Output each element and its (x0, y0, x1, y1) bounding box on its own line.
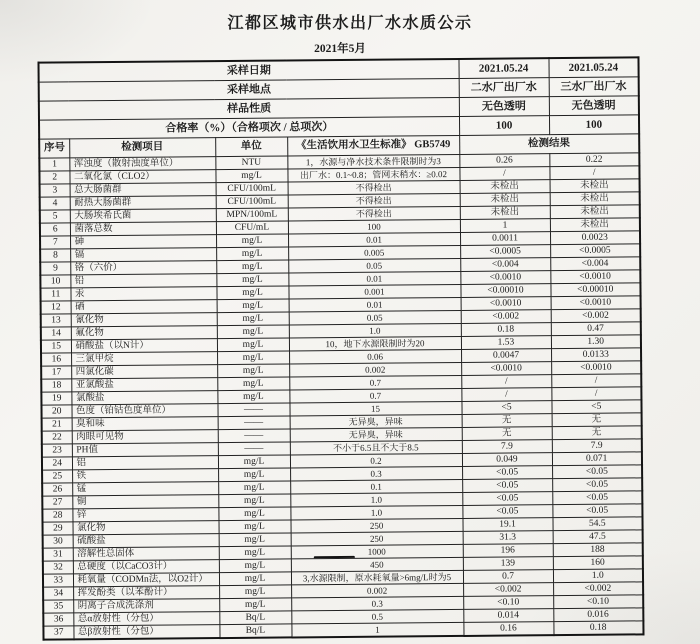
cell-unit: mg/L (219, 585, 291, 599)
cell-item: 挥发酚类（以苯酚计） (73, 586, 219, 600)
cell-seq: 20 (41, 405, 71, 418)
cell-item: 菌落总数 (70, 222, 216, 236)
cell-item: 汞 (70, 287, 216, 301)
cell-item: 二氧化氯（CLO2） (69, 170, 215, 184)
cell-unit: mg/L (216, 273, 288, 287)
cell-result-plant3: 0.47 (551, 322, 641, 336)
cell-item: 锰 (72, 482, 218, 496)
column-header-item: 检测项目 (69, 138, 215, 158)
cell-result-plant2: 未检出 (460, 206, 550, 220)
cell-seq: 9 (40, 262, 70, 275)
cell-unit: mg/L (218, 494, 290, 508)
cell-item: 铜 (72, 495, 218, 509)
cell-item: 铝 (72, 456, 218, 470)
cell-unit: mg/L (219, 572, 291, 586)
sampling-location-plant2: 二水厂出厂水 (459, 78, 549, 98)
cell-seq: 31 (43, 548, 73, 561)
info-label-sampling-location: 采样地点 (39, 78, 459, 101)
cell-seq: 37 (43, 626, 73, 640)
cell-result-plant3: 0.0023 (550, 231, 640, 245)
cell-result-plant2: / (461, 388, 551, 402)
cell-standard: 0.002 (289, 362, 461, 377)
cell-standard: 1.0 (289, 323, 461, 338)
cell-item: 硒 (71, 300, 217, 314)
cell-item: 色度（铂钴色度单位） (71, 404, 217, 418)
cell-result-plant2: 1 (460, 219, 550, 233)
cell-item: 总β放射性（分包） (73, 625, 219, 640)
cell-seq: 34 (43, 587, 73, 600)
cell-result-plant2: <0.0005 (460, 245, 550, 259)
water-quality-table (37, 56, 644, 640)
cell-item: 总大肠菌群 (70, 183, 216, 197)
cell-result-plant3: 1.0 (553, 569, 643, 583)
cell-unit: MPN/100mL (216, 208, 288, 222)
cell-standard: 1 (291, 622, 463, 637)
cell-standard: 450 (291, 557, 463, 572)
column-header-seq: 序号 (39, 139, 69, 158)
cell-unit: —— (217, 403, 289, 417)
cell-seq: 6 (40, 223, 70, 236)
cell-seq: 15 (41, 340, 71, 353)
cell-unit: Bq/L (219, 611, 291, 625)
cell-item: 肉眼可见物 (72, 430, 218, 444)
cell-standard: 10，地下水源限制时为20 (289, 336, 461, 351)
cell-item: 铬（六价） (70, 261, 216, 275)
cell-seq: 24 (42, 457, 72, 470)
cell-standard: 0.01 (288, 271, 460, 286)
cell-unit: mg/L (218, 455, 290, 469)
cell-standard: 100 (288, 219, 460, 234)
cell-result-plant3: 0.016 (553, 608, 643, 622)
cell-standard: 出厂水：0.1~0.8；管网末稍水：≥0.02 (287, 167, 459, 182)
cell-item: 浑浊度（散射浊度单位） (69, 157, 215, 171)
cell-standard: 0.7 (289, 388, 461, 403)
cell-unit: —— (218, 429, 290, 443)
cell-result-plant2: <0.0010 (461, 297, 551, 311)
cell-seq: 7 (40, 236, 70, 249)
cell-result-plant3: <0.002 (551, 309, 641, 323)
cell-standard: 0.06 (289, 349, 461, 364)
cell-item: 镉 (70, 248, 216, 262)
cell-item: 砷 (70, 235, 216, 249)
cell-unit: mg/L (217, 325, 289, 339)
cell-result-plant2: / (461, 375, 551, 389)
cell-standard: 0.005 (288, 245, 460, 260)
cell-unit: Bq/L (219, 624, 291, 638)
cell-standard: 0.3 (291, 596, 463, 611)
cell-unit: CFU/100mL (216, 195, 288, 209)
pass-rate-plant3: 100 (549, 115, 639, 135)
cell-unit: mg/L (217, 377, 289, 391)
cell-standard: 0.7 (289, 375, 461, 390)
cell-item: 总α放射性（分包） (73, 612, 219, 626)
cell-item: 四氯化碳 (71, 365, 217, 379)
cell-result-plant3: <0.0010 (551, 296, 641, 310)
cell-seq: 13 (41, 314, 71, 327)
cell-unit: mg/L (218, 468, 290, 482)
cell-seq: 10 (40, 275, 70, 288)
cell-result-plant3: / (551, 374, 641, 388)
cell-seq: 17 (41, 366, 71, 379)
cell-item: 亚氯酸盐 (71, 378, 217, 392)
sampling-location-plant3: 三水厂出厂水 (549, 77, 639, 97)
cell-seq: 4 (40, 197, 70, 210)
cell-result-plant2: 无 (462, 427, 552, 441)
cell-item: 臭和味 (72, 417, 218, 431)
cell-seq: 22 (42, 431, 72, 444)
cell-result-plant3: <0.05 (552, 491, 642, 505)
cell-standard: 1.0 (290, 492, 462, 507)
cell-item: 铅 (70, 274, 216, 288)
cell-result-plant2: 31.3 (463, 531, 553, 545)
cell-seq: 18 (41, 379, 71, 392)
cell-result-plant2: 无 (462, 414, 552, 428)
cell-item: 总硬度（以CaCO3计） (73, 560, 219, 574)
cell-result-plant3: / (551, 387, 641, 401)
cell-result-plant2: <0.002 (461, 310, 551, 324)
cell-standard: 0.01 (288, 232, 460, 247)
cell-item: PH值 (72, 443, 218, 457)
cell-standard: 15 (289, 401, 461, 416)
cell-unit: mg/L (215, 169, 287, 183)
cell-result-plant2: <0.10 (463, 596, 553, 610)
cell-result-plant3: 188 (553, 543, 643, 557)
cell-seq: 28 (42, 509, 72, 522)
cell-item: 耐热大肠菌群 (70, 196, 216, 210)
cell-seq: 5 (40, 210, 70, 223)
cell-standard: 0.01 (289, 297, 461, 312)
cell-seq: 14 (41, 327, 71, 340)
cell-standard: 0.05 (288, 258, 460, 273)
cell-result-plant2: <0.05 (462, 466, 552, 480)
cell-item: 硫酸盐 (73, 534, 219, 548)
column-header-standard: 《生活饮用水卫生标准》 GB5749 (287, 135, 459, 156)
cell-unit: mg/L (219, 598, 291, 612)
page-title: 江都区城市供水出厂水水质公示 (227, 15, 473, 32)
cell-result-plant2: 19.1 (462, 518, 552, 532)
cell-result-plant2: 0.0047 (461, 349, 551, 363)
cell-unit: mg/L (217, 312, 289, 326)
cell-item: 铁 (72, 469, 218, 483)
cell-item: 氟化物 (71, 326, 217, 340)
cell-result-plant2: <0.05 (462, 479, 552, 493)
cell-unit: mg/L (217, 364, 289, 378)
cell-standard: 0.001 (288, 284, 460, 299)
cell-seq: 29 (43, 522, 73, 535)
cell-result-plant2: / (459, 167, 549, 181)
cell-unit: —— (218, 416, 290, 430)
cell-result-plant3: <0.002 (553, 582, 643, 596)
cell-seq: 26 (42, 483, 72, 496)
cell-result-plant3: 7.9 (552, 439, 642, 453)
cell-unit: mg/L (219, 533, 291, 547)
cell-standard: 无异臭，异味 (290, 427, 462, 442)
cell-result-plant2: 0.16 (463, 622, 553, 636)
cell-item: 耗氧量（CODMn法，以O2计） (73, 573, 219, 587)
cell-result-plant2: 未检出 (460, 193, 550, 207)
cell-standard: 不得检出 (288, 193, 460, 208)
cell-standard: 0.2 (290, 453, 462, 468)
cell-standard: 1.0 (290, 505, 462, 520)
cell-result-plant3: 未检出 (550, 179, 640, 193)
cell-result-plant3: 0.18 (553, 621, 643, 635)
info-label-pass-rate: 合格率（%）（合格项次 / 总项次） (39, 116, 459, 139)
cell-result-plant3: <0.05 (552, 504, 642, 518)
cell-result-plant2: <0.0010 (460, 271, 550, 285)
sampling-date-plant3: 2021.05.24 (548, 57, 638, 77)
cell-result-plant2: 未检出 (460, 180, 550, 194)
cell-standard: 不得检出 (288, 180, 460, 195)
cell-unit: mg/L (218, 481, 290, 495)
cell-result-plant2: <0.004 (460, 258, 550, 272)
cell-result-plant3: <0.10 (553, 595, 643, 609)
cell-standard: 250 (290, 518, 462, 533)
cell-seq: 23 (42, 444, 72, 457)
column-header-result: 检测结果 (459, 134, 639, 155)
cell-standard: 250 (291, 531, 463, 546)
cell-result-plant3: 未检出 (550, 205, 640, 219)
cell-result-plant3: <0.0005 (550, 244, 640, 258)
cell-result-plant2: <0.002 (463, 583, 553, 597)
cell-standard: 0.5 (291, 609, 463, 624)
cell-result-plant2: <5 (461, 401, 551, 415)
cell-item: 溶解性总固体 (73, 547, 219, 561)
cell-result-plant2: 0.049 (462, 453, 552, 467)
cell-standard: 0.002 (291, 583, 463, 598)
cell-standard: 1000 (291, 544, 463, 559)
column-header-unit: 单位 (215, 137, 287, 157)
cell-unit: mg/L (216, 234, 288, 248)
cell-result-plant3: <0.0010 (550, 270, 640, 284)
cell-seq: 32 (43, 561, 73, 574)
sampling-date-plant2: 2021.05.24 (458, 58, 548, 78)
cell-unit: mg/L (217, 390, 289, 404)
cell-standard: 0.3 (290, 466, 462, 481)
cell-standard: 不小于6.5且不大于8.5 (290, 440, 462, 455)
cell-result-plant3: <0.00010 (550, 283, 640, 297)
cell-unit: mg/L (217, 299, 289, 313)
cell-seq: 27 (42, 496, 72, 509)
cell-unit: NTU (215, 156, 287, 170)
cell-item: 大肠埃希氏菌 (70, 209, 216, 223)
cell-result-plant2: <0.0010 (461, 362, 551, 376)
cell-standard: 0.1 (290, 479, 462, 494)
sample-property-plant3: 无色透明 (549, 96, 639, 116)
cell-item: 锌 (72, 508, 218, 522)
cell-standard: 不得检出 (288, 206, 460, 221)
cell-result-plant2: 0.18 (461, 323, 551, 337)
cell-result-plant2: <0.00010 (460, 284, 550, 298)
cell-unit: mg/L (217, 338, 289, 352)
cell-seq: 16 (41, 353, 71, 366)
cell-unit: CFU/100mL (216, 182, 288, 196)
cell-standard: 3,水源限制，原水耗氧量>6mg/L时为5 (291, 570, 463, 585)
cell-result-plant2: 139 (463, 557, 553, 571)
cell-result-plant2: 0.014 (463, 609, 553, 623)
cell-standard: 1，水源与净水技术条件限制时为3 (287, 154, 459, 169)
info-label-sampling-date: 采样日期 (38, 59, 458, 82)
cell-seq: 12 (41, 301, 71, 314)
cell-result-plant3: <0.05 (552, 465, 642, 479)
cell-seq: 21 (42, 418, 72, 431)
cell-seq: 35 (43, 600, 73, 613)
cell-seq: 19 (41, 392, 71, 405)
cell-item: 氰化物 (71, 313, 217, 327)
sample-property-plant2: 无色透明 (459, 97, 549, 117)
cell-unit: mg/L (217, 351, 289, 365)
report-period: 2021年5月 (314, 43, 366, 55)
pass-rate-plant2: 100 (459, 116, 549, 136)
cell-unit: mg/L (216, 286, 288, 300)
cell-result-plant3: 160 (553, 556, 643, 570)
cell-result-plant2: 1.53 (461, 336, 551, 350)
cell-unit: mg/L (216, 260, 288, 274)
cell-result-plant3: <0.004 (550, 257, 640, 271)
cell-unit: mg/L (219, 559, 291, 573)
cell-result-plant2: <0.05 (462, 492, 552, 506)
cell-result-plant3: <0.05 (552, 478, 642, 492)
cell-result-plant3: 1.30 (551, 335, 641, 349)
cell-result-plant2: 0.0011 (460, 232, 550, 246)
cell-seq: 8 (40, 249, 70, 262)
cell-unit: CFU/mL (216, 221, 288, 235)
cell-result-plant3: 无 (552, 413, 642, 427)
cell-item: 氯化物 (73, 521, 219, 535)
cell-result-plant2: <0.05 (462, 505, 552, 519)
cell-item: 阴离子合成洗涤剂 (73, 599, 219, 613)
cell-result-plant2: 7.9 (462, 440, 552, 454)
cell-seq: 30 (43, 535, 73, 548)
cell-unit: —— (218, 442, 290, 456)
cell-result-plant3: 0.0133 (551, 348, 641, 362)
cell-result-plant3: 54.5 (552, 517, 642, 531)
cell-unit: mg/L (218, 507, 290, 521)
cell-standard: 0.05 (289, 310, 461, 325)
cell-result-plant2: 0.26 (459, 154, 549, 168)
cell-result-plant3: 47.5 (553, 530, 643, 544)
cell-unit: mg/L (219, 546, 291, 560)
info-label-sample-property: 样品性质 (39, 97, 459, 120)
cell-result-plant2: 0.7 (463, 570, 553, 584)
cell-result-plant3: 无 (552, 426, 642, 440)
cell-result-plant3: 0.071 (552, 452, 642, 466)
cell-item: 氯酸盐 (71, 391, 217, 405)
cell-item: 三氯甲烷 (71, 352, 217, 366)
cell-seq: 3 (40, 184, 70, 197)
cell-result-plant3: <0.0010 (551, 361, 641, 375)
cell-result-plant2: 196 (463, 544, 553, 558)
cell-seq: 2 (39, 171, 69, 184)
cell-seq: 33 (43, 574, 73, 587)
cell-result-plant3: <5 (551, 400, 641, 414)
cell-item: 硝酸盐（以N计） (71, 339, 217, 353)
cell-seq: 11 (40, 288, 70, 301)
cell-seq: 1 (39, 158, 69, 171)
cell-result-plant3: 未检出 (550, 192, 640, 206)
cell-result-plant3: 未检出 (550, 218, 640, 232)
cell-standard: 无异臭，异味 (290, 414, 462, 429)
cell-unit: mg/L (218, 520, 290, 534)
cell-seq: 25 (42, 470, 72, 483)
cell-unit: mg/L (216, 247, 288, 261)
cell-result-plant3: / (549, 166, 639, 180)
cell-result-plant3: 0.22 (549, 153, 639, 167)
cell-seq: 36 (43, 613, 73, 626)
